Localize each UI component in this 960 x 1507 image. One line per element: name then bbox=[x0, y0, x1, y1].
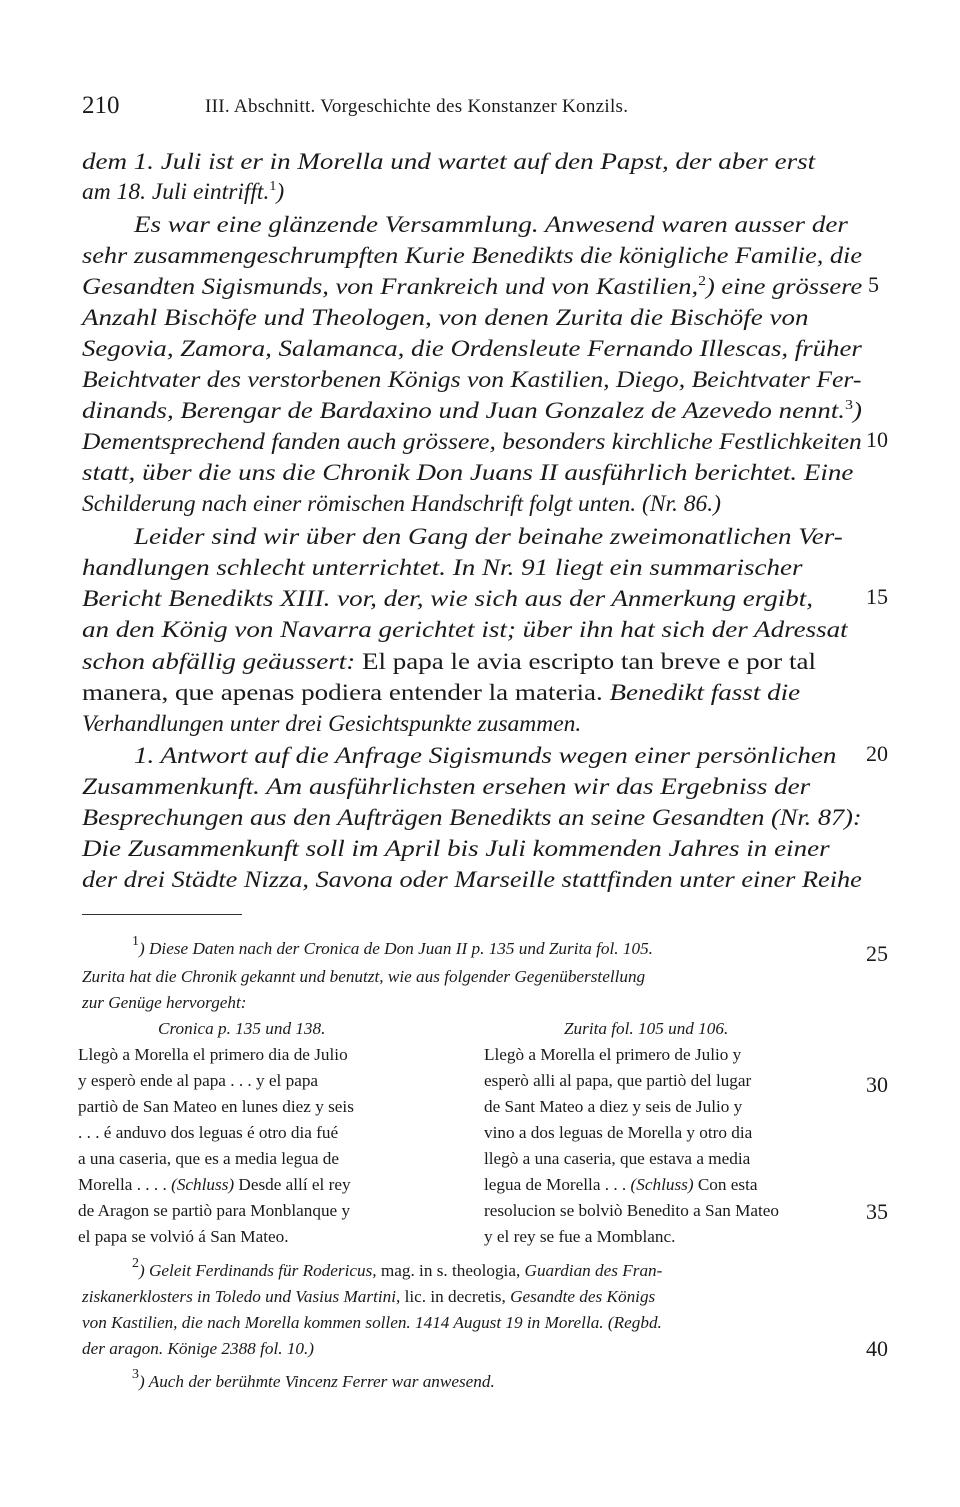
cronica-column-row: a una caseria, que es a media legua de bbox=[78, 1149, 340, 1168]
body-line: manera, que apenas podiera entender la materia. Benedikt fasst die bbox=[82, 680, 801, 706]
cronica-column-row: . . . é anduvo dos leguas é otro dia fué bbox=[78, 1123, 339, 1142]
body-line: statt, über die uns die Chronik Don Juans II ausführlich berichtet. Eine bbox=[82, 460, 854, 486]
margin-line-number: 25 bbox=[866, 941, 888, 966]
running-title: III. Abschnitt. Vorgeschichte des Konstanzer Konzils. bbox=[205, 96, 629, 117]
zurita-column-heading: Zurita fol. 105 und 106. bbox=[564, 1019, 729, 1038]
margin-line-number: 35 bbox=[866, 1199, 888, 1224]
zurita-column-row: de Sant Mateo a diez y seis de Julio y bbox=[484, 1097, 743, 1116]
body-line: der drei Städte Nizza, Savona oder Marseille stattfinden unter einer Reihe bbox=[82, 867, 862, 893]
footnote-2-line: ziskanerklosters in Toledo und Vasius Martini, lic. in decretis, Gesandte des Königs bbox=[82, 1287, 656, 1306]
margin-line-number: 20 bbox=[866, 741, 888, 766]
body-line: Bericht Benedikts XIII. vor, der, wie sich aus der Anmerkung ergibt, bbox=[82, 586, 814, 612]
margin-line-number: 30 bbox=[866, 1072, 888, 1097]
cronica-column-row: el papa se volvió á San Mateo. bbox=[78, 1227, 289, 1246]
page-number: 210 bbox=[82, 92, 120, 119]
footnote-1-line: zur Genüge hervorgeht: bbox=[82, 993, 247, 1012]
margin-line-number: 10 bbox=[866, 427, 888, 452]
body-line: Besprechungen aus den Aufträgen Benedikts an seine Gesandten (Nr. 87): bbox=[82, 805, 862, 831]
footnote-1-line: $^1$) Diese Daten nach der Cronica de Don Juan II p. 135 und Zurita fol. 105. bbox=[132, 934, 653, 958]
body-line: an den König von Navarra gerichtet ist; über ihn hat sich der Adressat bbox=[82, 617, 848, 643]
zurita-column bbox=[484, 1042, 779, 1250]
margin-line-number: 15 bbox=[866, 584, 888, 609]
cronica-column-row: Morella . . . . (Schluss) Desde allí el rey bbox=[78, 1175, 351, 1194]
body-line: Gesandten Sigismunds, von Frankreich und von Kastilien,$^2$) eine grössere bbox=[82, 274, 863, 300]
cronica-column-row: partiò de San Mateo en lunes diez y seis bbox=[78, 1097, 354, 1116]
body-line: schon abfällig geäussert: El papa le avia escripto tan breve e por tal bbox=[82, 649, 816, 675]
body-line: Es war eine glänzende Versammlung. Anwesend waren ausser der bbox=[134, 212, 848, 238]
body-line: dem 1. Juli ist er in Morella und wartet auf den Papst, der aber erst bbox=[82, 149, 816, 175]
cronica-column-heading: Cronica p. 135 und 138. bbox=[158, 1019, 326, 1038]
body-line: Verhandlungen unter drei Gesichtspunkte zusammen. bbox=[82, 711, 582, 737]
body-line: sehr zusammengeschrumpften Kurie Benedikts die königliche Familie, die bbox=[82, 243, 863, 269]
margin-line-number: 5 bbox=[868, 272, 879, 297]
footnote-1-line: Zurita hat die Chronik gekannt und benutzt, wie aus folgender Gegenüberstellung bbox=[82, 967, 646, 986]
body-line: Die Zusammenkunft soll im April bis Juli kommenden Jahres in einer bbox=[82, 836, 830, 862]
body-line: Dementsprechend fanden auch grössere, besonders kirchliche Festlichkeiten bbox=[82, 429, 862, 455]
zurita-column-row: esperò alli al papa, que partiò del lugar bbox=[484, 1071, 752, 1090]
zurita-column-row: Llegò a Morella el primero de Julio y bbox=[484, 1045, 742, 1064]
body-line: am 18. Juli eintrifft.$^1$) bbox=[82, 179, 285, 205]
footnote-2-line: von Kastilien, die nach Morella kommen sollen. 1414 August 19 in Morella. (Regbd. bbox=[82, 1313, 662, 1332]
body-line: Leider sind wir über den Gang der beinahe zweimonatlichen Ver- bbox=[134, 524, 843, 550]
zurita-column-row: y el rey se fue a Momblanc. bbox=[484, 1227, 676, 1246]
cronica-column-row: Llegò a Morella el primero dia de Julio bbox=[78, 1045, 348, 1064]
footnote-2-line: $^2$) Geleit Ferdinands für Rodericus, mag. in s. theologia, Guardian des Fran- bbox=[132, 1256, 663, 1280]
zurita-column-row: llegò a una caseria, que estava a media bbox=[484, 1149, 751, 1168]
body-line: 1. Antwort auf die Anfrage Sigismunds wegen einer persönlichen bbox=[134, 743, 837, 769]
footnote-3-line: $^3$) Auch der berühmte Vincenz Ferrer war anwesend. bbox=[132, 1367, 495, 1391]
body-line: dinands, Berengar de Bardaxino und Juan Gonzalez de Azevedo nennt.$^3$) bbox=[82, 398, 862, 424]
cronica-column-row: y esperò ende al papa . . . y el papa bbox=[78, 1071, 319, 1090]
zurita-column-row: legua de Morella . . . (Schluss) Con esta bbox=[484, 1175, 758, 1194]
body-line: Beichtvater des verstorbenen Königs von Kastilien, Diego, Beichtvater Fer- bbox=[82, 367, 862, 393]
footnote-2-line: der aragon. Könige 2388 fol. 10.) bbox=[82, 1339, 315, 1358]
body-line: Segovia, Zamora, Salamanca, die Ordensleute Fernando Illescas, früher bbox=[82, 336, 862, 362]
zurita-column-row: resolucion se bolviò Benedito a San Mateo bbox=[484, 1201, 779, 1220]
body-line: handlungen schlecht unterrichtet. In Nr. 91 liegt ein summarischer bbox=[82, 555, 803, 581]
footnote-rule bbox=[82, 914, 242, 915]
zurita-column-row: vino a dos leguas de Morella y otro dia bbox=[484, 1123, 753, 1142]
body-line: Schilderung nach einer römischen Handschrift folgt unten. (Nr. 86.) bbox=[82, 491, 721, 517]
body-line: Anzahl Bischöfe und Theologen, von denen Zurita die Bischöfe von bbox=[82, 305, 809, 331]
cronica-column-row: de Aragon se partiò para Monblanque y bbox=[78, 1201, 351, 1220]
margin-line-number: 40 bbox=[866, 1336, 888, 1361]
body-line: Zusammenkunft. Am ausführlichsten ersehen wir das Ergebniss der bbox=[82, 774, 811, 800]
cronica-column bbox=[78, 1042, 354, 1250]
